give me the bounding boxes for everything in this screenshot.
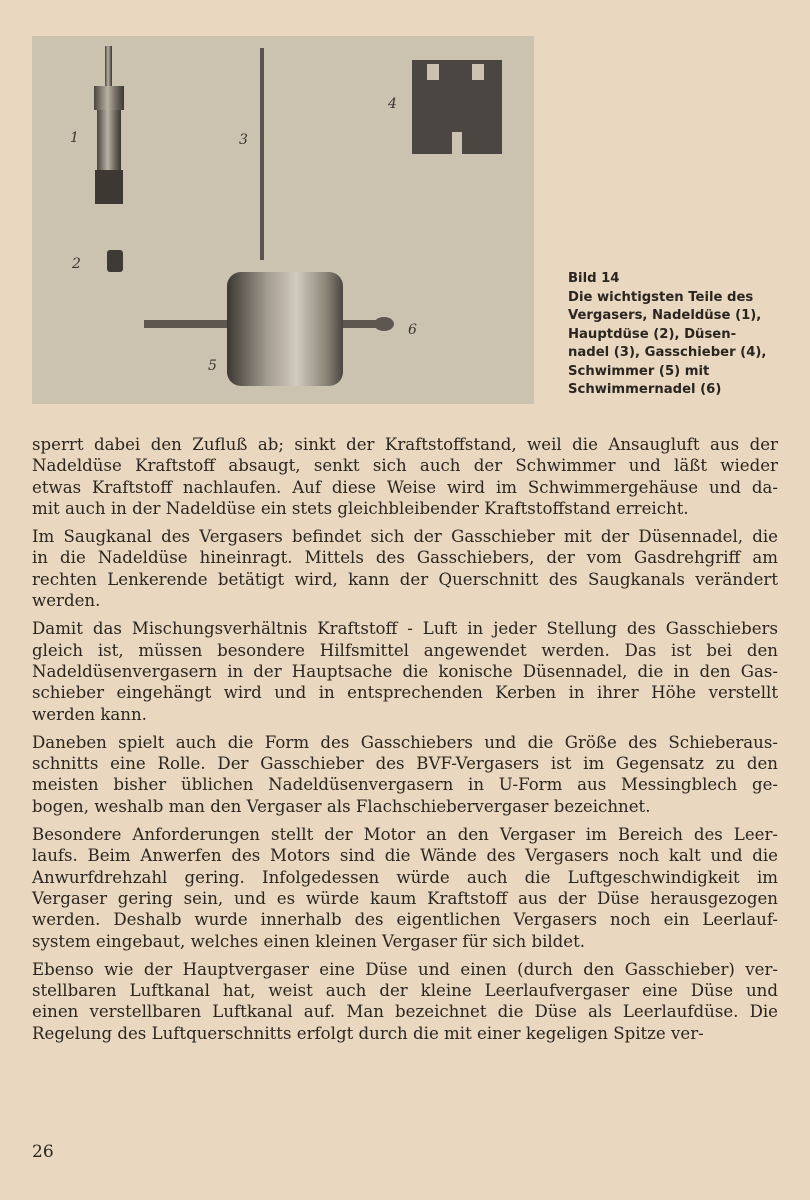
- text-line: werden.: [32, 591, 101, 611]
- text-line: Nadeldüsenvergasern in der Hauptsache die konische Düsennadel, die in den Gas-: [32, 661, 778, 681]
- caption-line: nadel (3), Gasschieber (4),: [568, 345, 767, 360]
- page-number: 26: [32, 1142, 54, 1162]
- part-label-4: 4: [388, 96, 397, 112]
- caption-line: Bild 14: [568, 271, 620, 286]
- paragraph: [32, 618, 778, 724]
- paragraph: [32, 526, 778, 611]
- text-line: schieber eingehängt wird und in entsprechenden Kerben in ihrer Höhe verstellt: [32, 683, 778, 703]
- caption-line: Die wichtigsten Teile des: [568, 289, 754, 305]
- part-label-3: 3: [239, 132, 248, 148]
- text-line: etwas Kraftstoff nachlaufen. Auf diese Weise wird im Schwimmergehäuse und da-: [32, 477, 778, 497]
- text-line: Anwurfdrehzahl gering. Infolgedessen würde auch die Luftgeschwindigkeit im: [32, 867, 778, 887]
- caption-line: Hauptdüse (2), Düsen-: [568, 326, 737, 342]
- text-line: system eingebaut, welches einen kleinen Vergaser für sich bildet.: [32, 931, 586, 951]
- text-line: rechten Lenkerende betätigt wird, kann der Querschnitt des Saugkanals verändert: [32, 569, 778, 589]
- text-line: Im Saugkanal des Vergasers befindet sich der Gasschieber mit der Düsennadel, die: [32, 527, 778, 547]
- body-text: [32, 434, 778, 1051]
- paragraph: [32, 824, 778, 952]
- jet-needle-part: [260, 48, 264, 260]
- part-label-5: 5: [208, 358, 217, 374]
- text-line: Nadeldüse Kraftstoff absaugt, senkt sich auch der Schwimmer und läßt wieder: [32, 456, 778, 476]
- text-line: Vergaser gering sein, und es würde kaum Kraftstoff aus der Düse herausgezogen: [32, 888, 778, 908]
- paragraph: [32, 732, 778, 817]
- text-line: Daneben spielt auch die Form des Gasschiebers und die Größe des Schieberaus-: [32, 732, 778, 752]
- text-line: in die Nadeldüse hineinragt. Mittels des Gasschiebers, der vom Gasdrehgriff am: [32, 548, 778, 568]
- text-line: einen verstellbaren Luftkanal auf. Man bezeichnet die Düse als Leerlaufdüse. Die: [32, 1002, 778, 1022]
- text-line: mit auch in der Nadeldüse ein stets gleichbleibender Kraftstoffstand erreicht.: [32, 498, 689, 518]
- text-line: Besondere Anforderungen stellt der Motor an den Vergaser im Bereich des Leer-: [32, 825, 778, 845]
- text-line: Damit das Mischungsverhältnis Kraftstoff - Luft in jeder Stellung des Gasschiebers: [32, 619, 778, 639]
- text-line: gleich ist, müssen besondere Hilfsmittel angewendet werden. Das ist bei den: [32, 640, 778, 660]
- main-jet-part: [107, 250, 123, 272]
- text-line: werden. Deshalb wurde innerhalb des eigentlichen Vergasers noch ein Leerlauf-: [32, 910, 778, 930]
- caption-line: Schwimmernadel (6): [568, 382, 722, 397]
- text-line: laufs. Beim Anwerfen des Motors sind die Wände des Vergasers noch kalt und die: [32, 846, 778, 866]
- caption-line: Schwimmer (5) mit: [568, 363, 710, 379]
- text-line: meisten bisher üblichen Nadeldüsenvergasern in U-Form aus Messingblech ge-: [32, 775, 778, 795]
- figure-caption: [568, 270, 796, 400]
- paragraph: [32, 959, 778, 1044]
- text-line: werden kann.: [32, 704, 147, 724]
- part-label-6: 6: [408, 322, 417, 338]
- part-label-1: 1: [70, 130, 79, 146]
- text-line: Ebenso wie der Hauptvergaser eine Düse und einen (durch den Gasschieber) ver-: [32, 959, 778, 979]
- caption-line: Vergasers, Nadeldüse (1),: [568, 308, 762, 323]
- text-line: bogen, weshalb man den Vergaser als Flachschiebervergaser bezeichnet.: [32, 796, 651, 816]
- text-line: schnitts eine Rolle. Der Gasschieber des BVF-Vergasers ist im Gegensatz zu den: [32, 754, 778, 774]
- part-label-2: 2: [72, 256, 81, 272]
- figure-photo: [32, 36, 534, 404]
- throttle-slide-part: [412, 60, 502, 154]
- paragraph: [32, 434, 778, 519]
- text-line: stellbaren Luftkanal hat, weist auch der kleine Leerlaufvergaser eine Düse und: [32, 981, 778, 1001]
- text-line: Regelung des Luftquerschnitts erfolgt durch die mit einer kegeligen Spitze ver-: [32, 1023, 704, 1043]
- text-line: sperrt dabei den Zufluß ab; sinkt der Kraftstoffstand, weil die Ansaugluft aus der: [32, 435, 778, 454]
